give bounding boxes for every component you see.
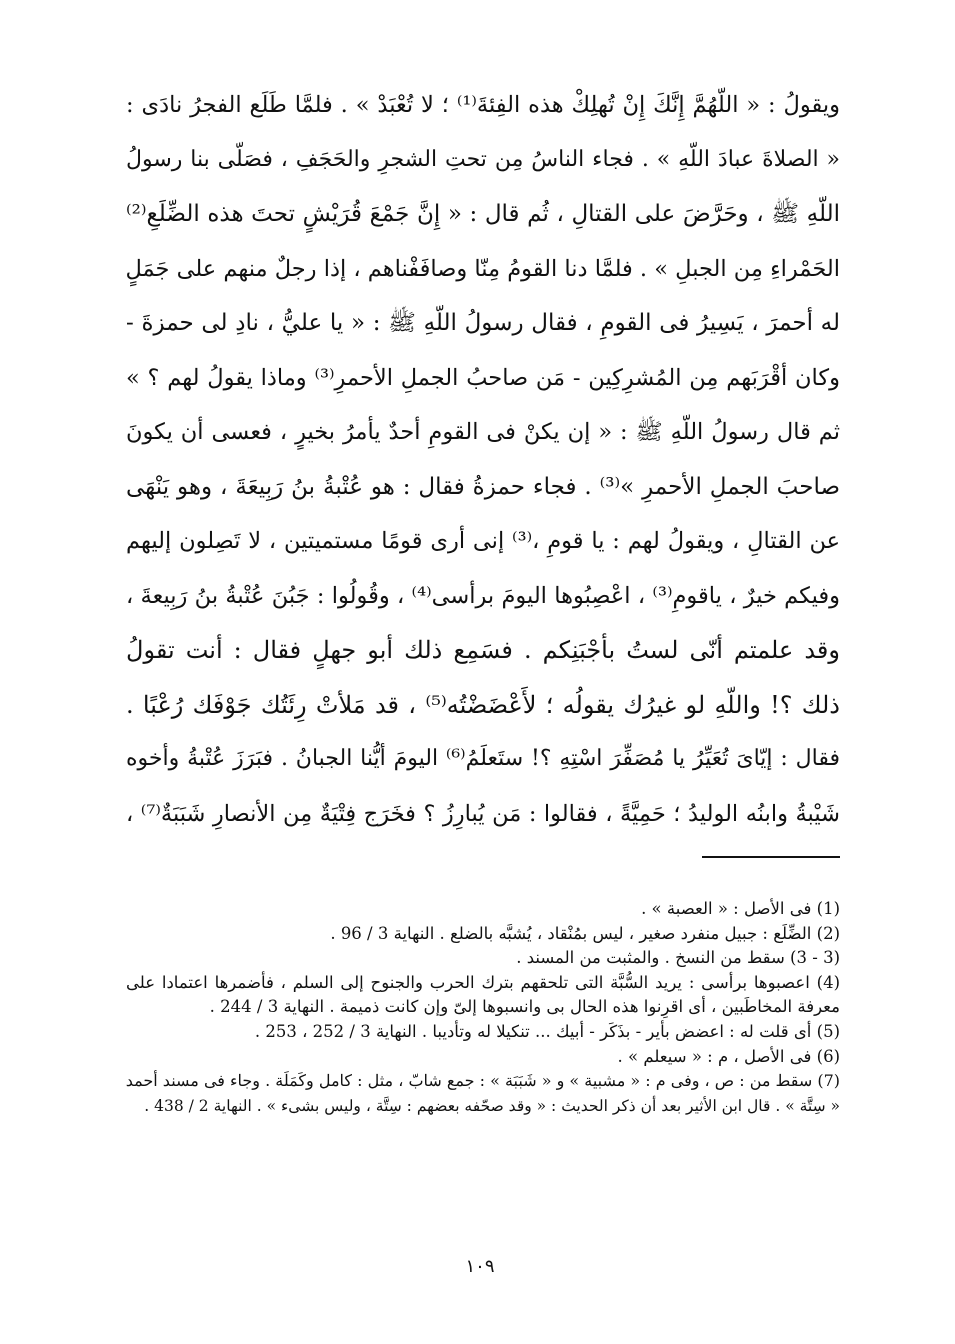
text-line: اللّهِ ﷺ ، وحَرَّضَ على القتالِ ، ثُم قال : « إِنَّ جَمْعَ قُرَيْشٍ تحتَ هذه الضِّلَعِ⁽²⁾ xyxy=(126,201,840,227)
text-line: وقد علمتم أنّى لستُ بأجْبَنِكم . فسَمِع ذلك أبو جهلٍ فقال : أنت تقولُ xyxy=(126,636,840,664)
text-line: عن القتالِ ، ويقولُ لهم : يا قومِ ،⁽³⁾ إنى أرى قومًا مستميتين ، لا تَصِلون إليهم xyxy=(126,528,840,554)
text-line: له أحمرَ ، يَسِيرُ فى القومِ ، فقال رسولُ اللّهِ ﷺ : « يا عليُّ ، نادِ لى حمزةَ - xyxy=(126,310,840,336)
text-line: وكان أقْرَبَهم مِن المُشرِكِين - مَن صاحبُ الجملِ الأحمرِ⁽³⁾ وماذا يقولُ لهم ؟ » xyxy=(126,364,840,391)
text-line: صاحبَ الجملِ الأحمرِ »⁽³⁾ . فجاء حمزةُ فقال : هو عُتْبةُ بنُ رَبِيعَةَ ، وهو يَنْهَى xyxy=(126,473,840,500)
text-line: وفيكم خيرٌ ، ياقومِ⁽³⁾ ، اعْصِبُوها اليومَ برأسى⁽⁴⁾ ، وقُولُوا : جَبُنَ عُتْبةُ بنُ رَبِيعةَ ، xyxy=(126,582,840,609)
text-line: ذلك ؟! واللّهِ لو غيرُك يقولُه ؛ لأَعْضَضْتُه⁽⁵⁾ ، قد مَلأتْ رِئَتُك جَوْفَك رُعْبًا . xyxy=(126,690,840,719)
footnote-line: (1) فى الأصل : « العصبة » . xyxy=(641,899,840,918)
footnote-line: معرفة المخاطَبين ، أى اقرِنوا هذه الحال بى وانسبوها إلىّ وإن كانت ذميمة . النهاية 3 / 244 . xyxy=(209,997,840,1017)
main-text xyxy=(126,78,840,841)
text-line: فقال : إيّاىَ تُعَيِّرُ يا مُصَفِّرَ اسْتِهِ ؟! ستَعلَمُ⁽⁶⁾ اليومَ أيُّنا الجبانُ . فبَرَزَ عُتْبةُ وأخوه xyxy=(126,746,840,771)
footnote-line: (4) اعصبوها برأسى : يريد السُّبَّة التى تلحقهم بترك الحرب والجنوح إلى السلم ، فأضمرها اعتمادا على xyxy=(126,972,840,992)
text-line: الحَمْراءِ مِن الجبلِ » . فلمَّا دنا القومُ مِنّا وصافَفْناهم ، إذا رجلٌ منهم على جَمَلٍ xyxy=(126,255,840,282)
footnote-separator xyxy=(702,856,840,858)
footnote-line: « سِتَّة » . قال ابن الأثير بعد أن ذكر الحديث : « وقد صحّفه بعضهم : سِتَّة ، وليس بشىء » . النهاية 2 / 438 . xyxy=(144,1096,840,1115)
footnote-line: (6) فى الأصل ، م : « سيعلم » . xyxy=(617,1046,840,1066)
footnote-line: (3 - 3) سقط من النسخ . والمثبت من المسند . xyxy=(516,948,840,968)
page-number: ١٠٩ xyxy=(465,1256,495,1277)
text-line: ثم قال رسولُ اللّهِ ﷺ : « إن يكنْ فى القومِ أحدٌ يأمرُ بخيرٍ ، فعسى أن يكونَ xyxy=(126,419,840,445)
text-line: شَيْبةُ وابنُه الوليدُ ؛ حَمِيَّةً ، فقالوا : مَن يُبارِزُ ؟ فخَرَج فِتْيَةٌ مِن الأنصارِ شَبَبَةٌ⁽⁷⁾ ، xyxy=(126,800,840,827)
footnotes xyxy=(126,897,840,1118)
footnote-line: (5) أى قلت له : اعضض بأير - بذَكَر - أبيك ... تنكيلا له وتأديبا . النهاية 3 / 252 ، 253 . xyxy=(254,1021,840,1041)
footnote-line: (2) الضِّلَع : جبيل منفرد صغير ، ليس بمُنْقاد ، يُشبَّه بالضلع . النهاية 3 / 96 . xyxy=(330,923,840,943)
text-line: « الصلاةَ عبادَ اللّهِ » . فجاء الناسُ مِن تحتِ الشجرِ والحَجَفِ ، فصَلّى بنا رسولُ xyxy=(126,146,840,172)
text-line: ويقولُ : « اللّهُمَّ إِنَّكَ إِنْ تُهلِكْ هذه الفِئةَ⁽¹⁾ ؛ لا تُعْبَدْ » . فلمَّا طَلَع الفجرُ نادَى : xyxy=(126,92,840,118)
footnote-line: (7) سقط من : ص ، وفى م : « مشبية » و « شَبَبَة » : جمع شابّ ، مثل : كامل وكَمَلَة . وجاء فى مسند أحمد xyxy=(126,1071,840,1091)
